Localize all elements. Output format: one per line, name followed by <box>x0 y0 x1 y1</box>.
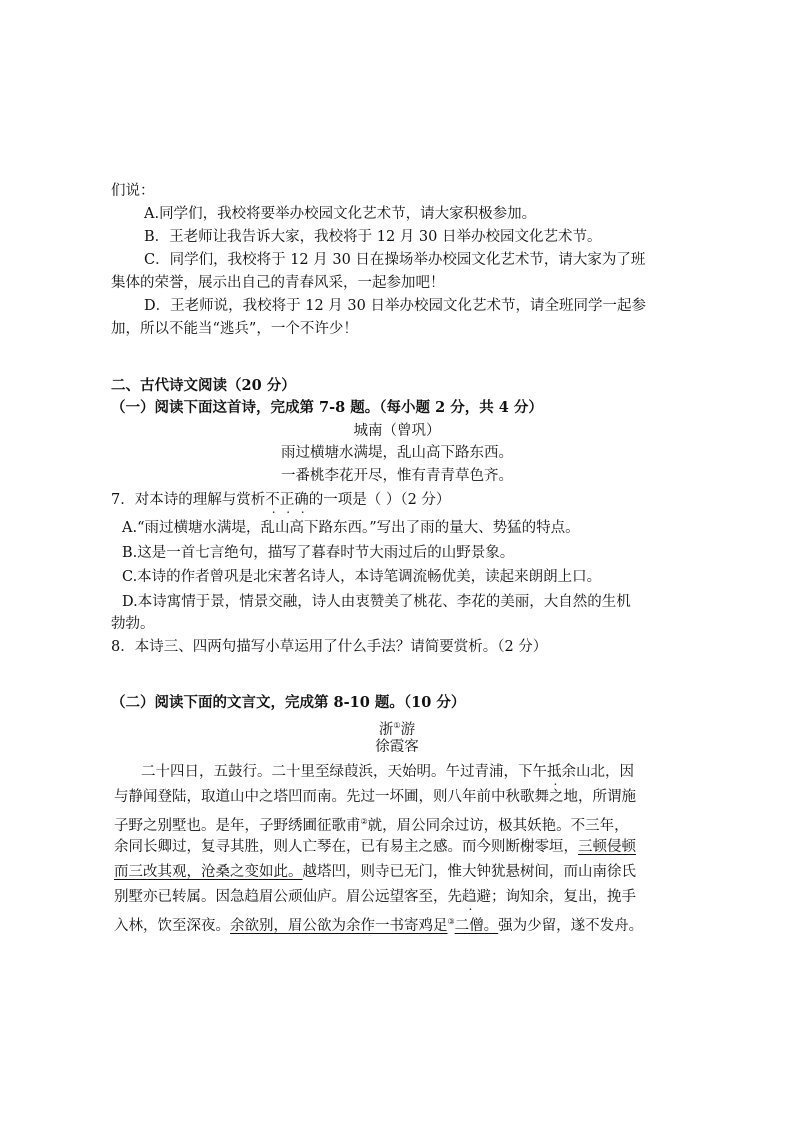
subsection-2-heading: （二）阅读下面的文言文，完成第 8-10 题。（10 分） <box>111 694 466 711</box>
footnote-marker-3: ③ <box>447 917 455 926</box>
essay-text: 子野之别墅也。是年，子野绣圃征歌甫 <box>114 818 361 834</box>
q7-suffix: 的一项是（ ）（2 分） <box>308 492 451 508</box>
essay-line-2: 与静闻登陆，取道山中之塔凹而南。先过一坏圃，则八年前中秋歌舞之地，所谓施 <box>114 789 636 805</box>
essay-title-b: 游 <box>400 722 416 738</box>
section-heading: 二、古代诗文阅读（20 分） <box>111 377 296 394</box>
underlined-sentence-2-end: 二僧。 <box>454 918 499 934</box>
underlined-sentence-1: 三顿侵顿 <box>578 839 636 855</box>
essay-text: 余同长卿过，复寻其胜，则人亡琴在，已有易主之感。而今则断榭零垣， <box>114 839 578 855</box>
underlined-sentence-2: 余欲别，眉公欲为余作一书寄鸡足 <box>230 918 448 934</box>
q7-emphasis-2: 正 <box>279 492 295 508</box>
q7-emphasis-1: 不 <box>265 492 280 508</box>
option-c-line1: C．同学们，我校将于 12 月 30 日在操场举办校园文化艺术节，请大家为了班 <box>144 252 646 268</box>
question-7 <box>111 490 450 510</box>
q7-option-a: A.“雨过横塘水满堤，乱山高下路东西。”写出了雨的量大、势猛的特点。 <box>122 520 580 536</box>
essay-title-a: 浙 <box>378 722 394 738</box>
option-c-line2: 集体的荣誉，展示出自己的青春风采，一起参加吧！ <box>111 275 445 291</box>
underlined-sentence-1-cont: 而三改其观，沧桑之变如此。 <box>114 864 303 880</box>
essay-line-4 <box>114 837 636 857</box>
essay-author: 徐霞客 <box>375 739 419 755</box>
continued-line: 们说： <box>111 183 155 199</box>
essay-emphasis: 趋 <box>462 889 477 905</box>
poem-line-2: 一番桃李花开尽，惟有青青草色齐。 <box>281 468 513 484</box>
footnote-marker-1: ① <box>393 721 401 730</box>
footnote-marker-2: ② <box>360 817 368 826</box>
essay-line-3 <box>114 812 629 836</box>
q7-option-b: B.这是一首七言绝句，描写了暮春时节大雨过后的山野景象。 <box>122 545 515 561</box>
essay-line-5 <box>114 862 636 882</box>
essay-line-6 <box>114 887 636 907</box>
essay-emphasis: 抵 <box>547 764 562 780</box>
q7-prefix: 7．对本诗的理解与赏析 <box>111 492 266 508</box>
q7-option-d-line2: 勃勃。 <box>111 616 155 632</box>
essay-text: 入林，饮至深夜。 <box>114 918 230 934</box>
option-d-line2: 加，所以不能当“逃兵”，一个不许少！ <box>111 321 358 337</box>
essay-text: 强为少留，遂不发舟。 <box>498 918 644 934</box>
essay-line-7 <box>114 912 643 936</box>
q7-option-d-line1: D.本诗寓情于景，情景交融，诗人由衷赞美了桃花、李花的美丽，大自然的生机 <box>122 594 631 610</box>
poem-title: 城南（曾巩） <box>353 423 441 439</box>
essay-text: 二十四日，五鼓行。二十里至绿葭浜，天始明。午过青浦，下午 <box>141 764 547 780</box>
essay-text: 越塔凹，则寺已无门，惟大钟犹悬树间，而山南徐氏 <box>302 864 636 880</box>
essay-text: 余山北，因 <box>561 764 634 780</box>
essay-text: 别墅亦已转属。因急趋眉公顽仙庐。眉公远望客至，先 <box>114 889 462 905</box>
option-d-line1: D．王老师说，我校将于 12 月 30 日举办校园文化艺术节，请全班同学一起参 <box>144 298 646 314</box>
q7-option-c: C.本诗的作者曾巩是北宋著名诗人，本诗笔调流畅优美，读起来朗朗上口。 <box>122 569 602 585</box>
essay-line-1 <box>141 762 634 782</box>
option-b: B．王老师让我告诉大家，我校将于 12 月 30 日举办校园文化艺术节。 <box>144 229 602 245</box>
essay-text: 避；询知余，复出，挽手 <box>476 889 636 905</box>
poem-line-1: 雨过横塘水满堤，乱山高下路东西。 <box>281 445 513 461</box>
subsection-1-heading: （一）阅读下面这首诗，完成第 7-8 题。（每小题 2 分，共 4 分） <box>111 399 543 416</box>
question-8: 8．本诗三、四两句描写小草运用了什么手法？请简要赏析。（2 分） <box>111 639 548 655</box>
essay-text: 就，眉公同余过访，极其妖艳。不三年， <box>367 818 629 834</box>
q7-emphasis-3: 确 <box>294 492 309 508</box>
option-a: A.同学们，我校将要举办校园文化艺术节，请大家积极参加。 <box>144 206 537 222</box>
